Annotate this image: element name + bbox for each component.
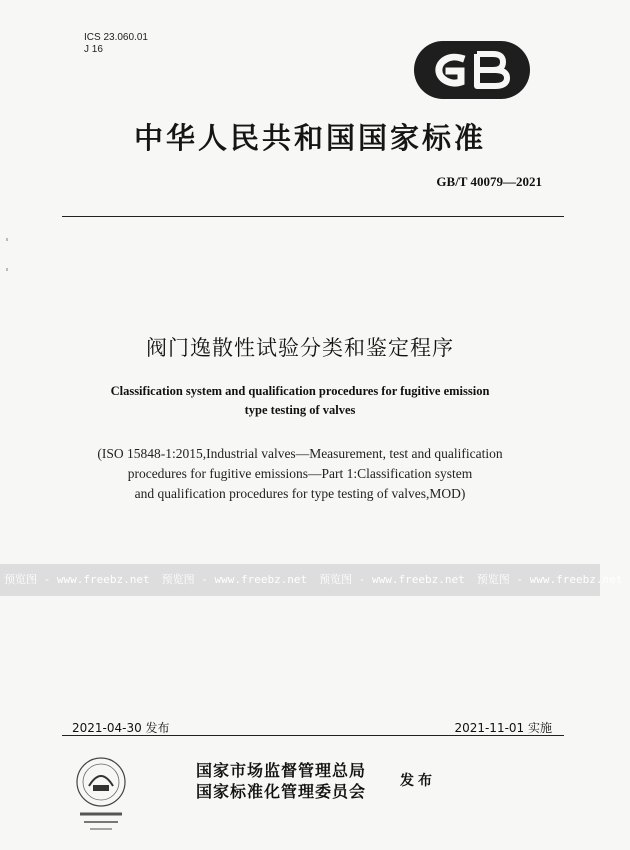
ccs-code: J 16 bbox=[84, 44, 103, 55]
iso-reference-line: and qualification procedures for type testing of valves,MOD) bbox=[134, 486, 466, 501]
issuing-authorities bbox=[196, 760, 366, 802]
scan-mark bbox=[6, 268, 8, 271]
watermark-item: 预览图 - www.freebz.net bbox=[476, 573, 623, 586]
watermark-item: 预览图 - www.freebz.net bbox=[319, 573, 465, 586]
watermark-text bbox=[0, 564, 623, 596]
bottom-divider bbox=[62, 735, 564, 736]
issuer-samr: 国家市场监督管理总局 bbox=[196, 761, 367, 780]
watermark-item: 预览图 - www.freebz.net bbox=[161, 573, 308, 586]
english-title-line: Classification system and qualification procedures for fugitive emission bbox=[110, 384, 490, 398]
issuer-sac: 国家标准化管理委员会 bbox=[196, 782, 367, 801]
release-date: 2021-04-30 发布 bbox=[72, 721, 170, 735]
publisher-seal-icon bbox=[66, 752, 136, 834]
standard-number: GB/T 40079—2021 bbox=[436, 174, 542, 189]
iso-reference bbox=[30, 444, 570, 504]
implementation-date: 2021-11-01 实施 bbox=[454, 721, 552, 735]
iso-reference-line: procedures for fugitive emissions—Part 1:Classification system bbox=[127, 466, 473, 481]
watermark-band bbox=[0, 564, 623, 596]
gb-logo bbox=[413, 40, 531, 100]
chinese-title: 阀门逸散性试验分类和鉴定程序 bbox=[146, 336, 454, 360]
iso-reference-line: (ISO 15848-1:2015,Industrial valves—Measurement, test and qualification bbox=[97, 446, 503, 461]
national-standard-title: 中华人民共和国国家标准 bbox=[133, 121, 486, 155]
classification-codes bbox=[84, 32, 148, 56]
ics-code: ICS 23.060.01 bbox=[84, 32, 148, 43]
top-divider bbox=[62, 216, 564, 217]
english-title-line: type testing of valves bbox=[244, 403, 356, 417]
publish-label: 发布 bbox=[400, 773, 436, 789]
watermark-item: 预览图 - www.freebz.net bbox=[4, 573, 150, 586]
english-title bbox=[40, 382, 560, 420]
scan-mark bbox=[6, 238, 8, 241]
